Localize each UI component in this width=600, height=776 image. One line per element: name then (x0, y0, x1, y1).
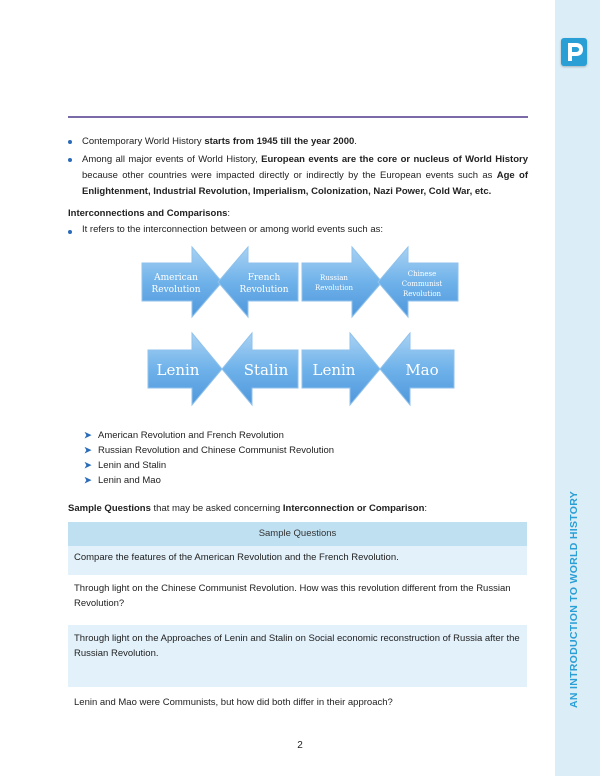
chevron-right-icon: ➤ (84, 460, 92, 470)
list-item-text: Russian Revolution and Chinese Communist Revolution (98, 445, 335, 456)
chevron-right-icon: ➤ (84, 475, 92, 485)
arrow-label-line1: Chinese (407, 270, 437, 278)
arrow-label: Lenin (156, 361, 200, 379)
section-heading (68, 208, 230, 219)
arrow-label: Lenin (312, 361, 356, 379)
bullet-dot-icon (68, 140, 72, 144)
arrow-right-american (142, 247, 222, 317)
arrow-label: Mao (405, 361, 439, 379)
bullet-text: Among all major events of World History, (82, 154, 262, 165)
section-intro (68, 224, 383, 235)
table-row (68, 546, 527, 575)
arrow-left-french (218, 247, 298, 317)
table-row (68, 625, 527, 687)
list-item-text: Lenin and Stalin (98, 460, 167, 471)
table-header: Sample Questions (68, 522, 527, 546)
bullet-text: Contemporary World History (82, 136, 205, 147)
arrow-right-russian (302, 247, 382, 317)
arrow-label-line3: Revolution (402, 290, 442, 298)
table-cell: Compare the features of the American Revolution and the French Revolution. (74, 552, 399, 563)
sample-intro-bold: Interconnection or Comparison (282, 503, 425, 514)
section-intro-text: It refers to the interconnection between or among world events such as: (82, 224, 383, 235)
arrow-left-mao (380, 333, 454, 405)
intro-bullet-list (68, 134, 528, 202)
arrow-label-line1: French (247, 273, 281, 283)
page-number: 2 (297, 740, 303, 751)
arrow-label-line2: Communist (401, 280, 443, 288)
list-item (84, 458, 334, 473)
list-item-text: American Revolution and French Revolution (98, 430, 284, 441)
bullet-dot-icon (68, 158, 72, 162)
sample-intro-text: : (424, 503, 428, 514)
sample-intro-text: that may be asked concerning (150, 503, 283, 514)
bullet-text: because other countries were impacted directly or indirectly by the European events such as (82, 170, 497, 181)
table-cell: Through light on the Approaches of Lenin and Stalin on Social economic reconstruction of Russia after the Russian Revolution. (74, 633, 520, 659)
bullet-emphasis: European events are the core or nucleus of World History (261, 154, 528, 165)
arrow-label-line1: American (154, 273, 198, 283)
sidebar-title: AN INTRODUCTION TO WORLD HISTORY (568, 490, 580, 708)
section-heading-colon: : (227, 208, 231, 219)
list-item (84, 428, 334, 443)
bullet-item-european-events (68, 152, 528, 200)
arrow-left-stalin (222, 333, 298, 405)
list-item-text: Lenin and Mao (98, 475, 161, 486)
bullet-text: . (354, 136, 357, 147)
bullet-dot-icon (68, 230, 72, 234)
section-heading-text: Interconnections and Comparisons (68, 208, 228, 219)
arrow-label-line2: Revolution (314, 284, 354, 292)
arrow-label-line2: Revolution (151, 285, 201, 295)
comparison-pairs-list (84, 428, 334, 488)
header-divider (68, 116, 528, 118)
table-row (68, 687, 527, 721)
sample-intro-bold: Sample Questions (68, 503, 151, 514)
bullet-item-contemporary (68, 134, 528, 150)
list-item (84, 443, 334, 458)
table-cell: Through light on the Chinese Communist Revolution. How was this revolution different from the Russian Revolution? (74, 583, 511, 609)
arrow-label-line2: Revolution (239, 285, 289, 295)
chevron-right-icon: ➤ (84, 445, 92, 455)
bullet-emphasis: starts from 1945 till the year 2000 (204, 136, 355, 147)
arrow-right-lenin (148, 333, 222, 405)
arrow-left-chinese (378, 247, 458, 317)
arrow-label: Stalin (243, 361, 289, 379)
list-item (84, 473, 334, 488)
chevron-right-icon: ➤ (84, 430, 92, 440)
bullet-emphasis: Age of Enlightenment, Industrial Revolution, Imperialism, Colonization, Nazi Power, Cold War, etc. (82, 170, 528, 197)
table-row (68, 575, 527, 625)
sample-questions-table (68, 522, 527, 721)
p-logo-icon (561, 38, 587, 66)
arrow-right-lenin-2 (302, 333, 380, 405)
table-cell: Lenin and Mao were Communists, but how did both differ in their approach? (74, 697, 393, 708)
sample-questions-intro (68, 503, 427, 514)
arrow-label-line1: Russian (320, 274, 348, 282)
interconnection-diagram (140, 245, 460, 410)
